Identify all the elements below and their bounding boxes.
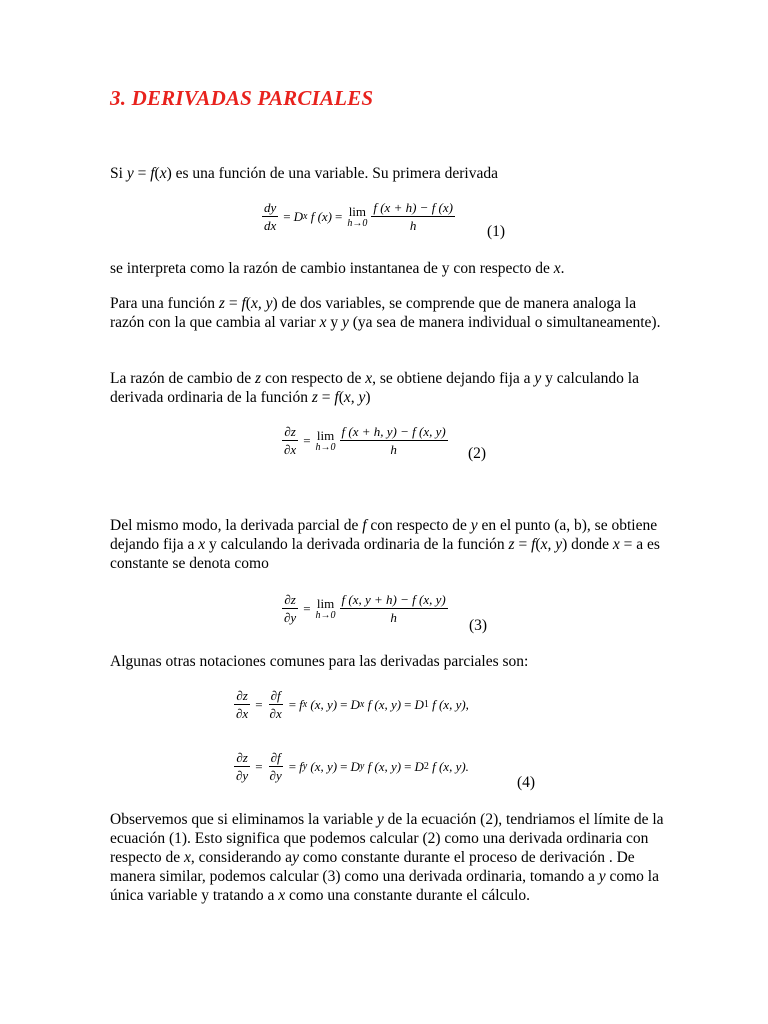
paragraph-notations: Algunas otras notaciones comunes para las derivadas parciales son: <box>110 653 529 670</box>
difference-quotient: $\frac{f (x, y + h) - f (x, y)}{h}$ <box>341 592 446 625</box>
limit-operator: lim h→0 <box>347 203 368 229</box>
difference-quotient: $\frac{f (x + h, y) - f (x, y)}{h}$ <box>341 424 446 457</box>
equation-number-4: (4) <box>517 774 536 791</box>
partial-z-x-fraction: $\frac{\partial z}{\partial x}$ <box>236 688 249 721</box>
equation-number-3: (3) <box>469 617 488 634</box>
section-title: 3. DERIVADAS PARCIALES <box>110 86 374 110</box>
equation-1: $\frac{dy}{dx}$ = D x f (x) = lim h→0 $\frac{f (x + h) - f (x)}{h}$ <box>264 200 453 233</box>
equation-2: $\frac{\partial z}{\partial x}$ = lim h→0 $\frac{f (x + h, y) - f (x, y)}{h}$ <box>284 424 446 457</box>
limit-operator: lim h→0 <box>315 595 336 621</box>
partial-f-x-fraction: $\frac{\partial f}{\partial x}$ <box>269 688 282 721</box>
equation-3: $\frac{\partial z}{\partial y}$ = lim h→0 $\frac{f (x, y + h) - f (x, y)}{h}$ <box>284 592 446 625</box>
partial-f-y-fraction: $\frac{\partial f}{\partial y}$ <box>269 750 282 783</box>
equation-4a: $\frac{\partial z}{\partial x}$ = $\frac{\partial f}{\partial x}$ = f x (x, y) = D x f (x, y) = D 1 f (x, y), <box>236 688 469 721</box>
partial-z-y-fraction: $\frac{\partial z}{\partial y}$ <box>284 592 297 625</box>
equation-number-2: (2) <box>468 445 487 462</box>
paragraph-two-variables: Para una función z = f(x, y) de dos variables, se comprende que de manera analoga la razón con la que cambia al variar x y y (ya sea de manera individual o simultaneamente). <box>110 295 661 331</box>
paragraph-partial-y: Del mismo modo, la derivada parcial de f con respecto de y en el punto (a, b), se obtiene dejando fija a x y calculando la derivada ordinaria de la función z = f(x, y) donde x = a es constante se denota como <box>110 517 660 572</box>
paragraph-rate-of-change: La razón de cambio de z con respecto de x, se obtiene dejando fija a y y calculando la derivada ordinaria de la función z = f(x, y) <box>110 370 639 406</box>
paragraph-observation: Observemos que si eliminamos la variable y de la ecuación (2), tendriamos el límite de la ecuación (1). Esto significa que podemos calcular (2) como una derivada ordinaria con respecto de x, considerando ay como constante durante el proceso de derivación . De manera similar, podemos calcular (3) como una derivada ordinaria, tomando a y como la única variable y tratando a x como una constante durante el cálculo. <box>110 811 664 904</box>
equation-number-1: (1) <box>487 223 506 240</box>
limit-operator: lim h→0 <box>315 427 336 453</box>
partial-z-y-fraction: $\frac{\partial z}{\partial y}$ <box>236 750 249 783</box>
equation-4b: $\frac{\partial z}{\partial y}$ = $\frac{\partial f}{\partial y}$ = f y (x, y) = D y f (x, y) = D 2 f (x, y). <box>236 750 469 783</box>
paragraph-intro: Si y = f(x) es una función de una variable. Su primera derivada <box>110 165 498 182</box>
derivative-fraction: $\frac{dy}{dx}$ <box>264 200 277 233</box>
paragraph-interpretation: se interpreta como la razón de cambio instantanea de y con respecto de x. <box>110 260 565 277</box>
difference-quotient: $\frac{f (x + h) - f (x)}{h}$ <box>373 200 453 233</box>
partial-z-x-fraction: $\frac{\partial z}{\partial x}$ <box>284 424 297 457</box>
